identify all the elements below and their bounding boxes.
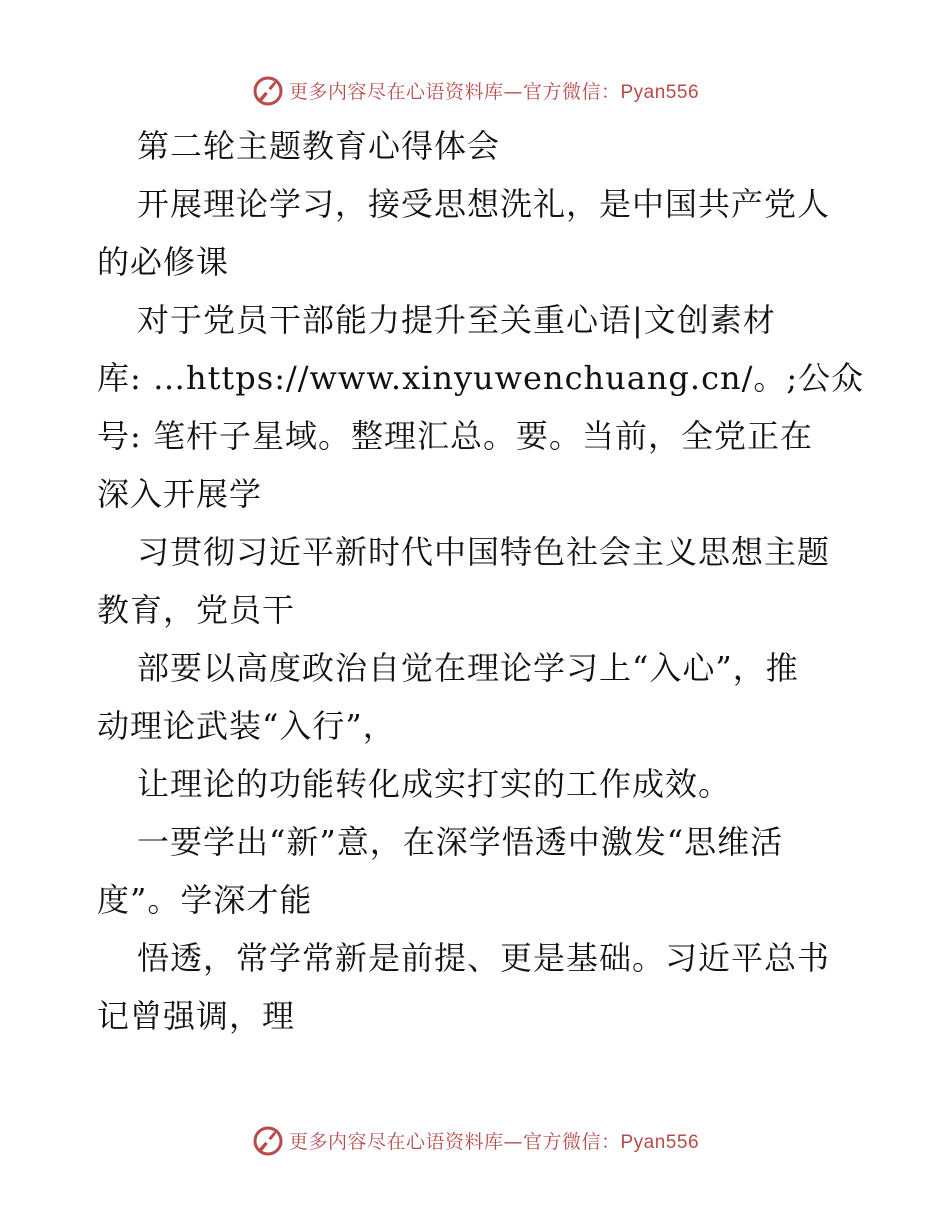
paragraph-line: 的必修课 [97,243,230,281]
pen-nib-logo-icon [251,1123,285,1157]
paragraph-line: 教育，党员干 [97,591,296,629]
header-banner-text [289,77,699,104]
pen-nib-logo-icon [251,73,285,107]
paragraph-line: 度”。学深才能 [97,881,313,919]
paragraph-line: 动理论武装“入行”， [97,707,396,745]
footer-banner-account: Pyan556 [620,1131,700,1153]
paragraph-line: 记曾强调，理 [97,997,296,1035]
paragraph-line: 对于党员干部能力提升至关重心语|文创素材 [137,301,776,339]
paragraph-line: 悟透，常学常新是前提、更是基础。习近平总书 [137,939,831,977]
paragraph-line: 让理论的功能转化成实打实的工作成效。 [137,765,732,803]
header-banner-label: 更多内容尽在心语资料库—官方微信： [288,80,621,103]
paragraph-line: 一要学出“新”意，在深学悟透中激发“思维活 [137,823,784,861]
footer-banner-text [289,1127,699,1154]
header-banner-account: Pyan556 [620,81,700,103]
header-banner [0,70,950,110]
document-body [97,117,865,1045]
paragraph-line: 深入开展学 [97,475,263,513]
document-title: 第二轮主题教育心得体会 [137,127,501,165]
paragraph-line: 部要以高度政治自觉在理论学习上“入心”，推 [137,649,799,687]
footer-banner [0,1120,950,1160]
paragraph-line: 号: 笔杆子星域。整理汇总。要。当前，全党正在 [97,417,813,455]
paragraph-line: 库: …https://www.xinyuwenchuang.cn/。;公众 [97,359,865,397]
footer-banner-label: 更多内容尽在心语资料库—官方微信： [288,1130,621,1153]
paragraph-line: 习贯彻习近平新时代中国特色社会主义思想主题 [137,533,831,571]
paragraph-line: 开展理论学习，接受思想洗礼，是中国共产党人 [137,185,831,223]
